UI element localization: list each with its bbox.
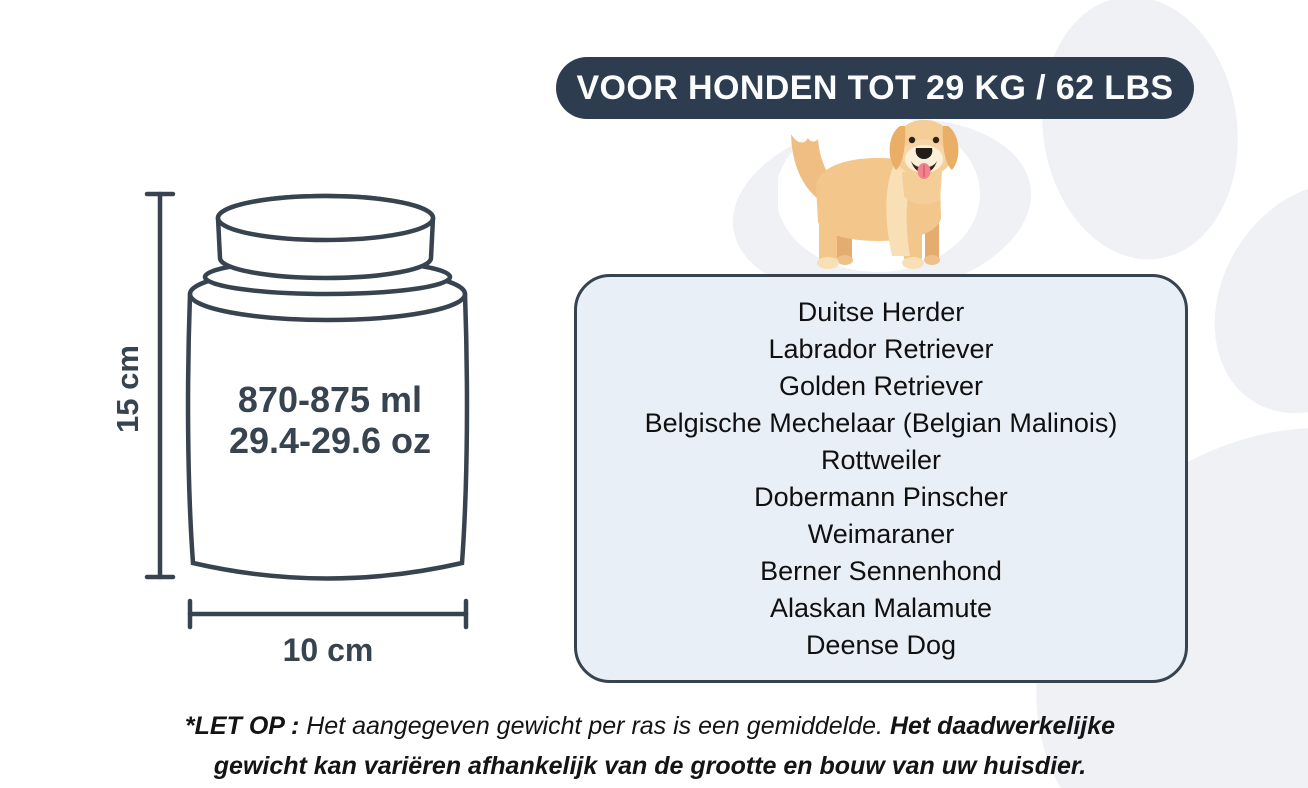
jar-volume bbox=[180, 379, 480, 461]
breed-list-item: Duitse Herder bbox=[797, 296, 965, 327]
footnote-warning-prefix: *LET OP : bbox=[184, 712, 307, 740]
jar-volume-ml: 870-875 ml bbox=[237, 379, 423, 420]
breed-list-item: Weimaraner bbox=[807, 518, 955, 549]
footnote-line-1 bbox=[150, 706, 1150, 746]
height-measure-line bbox=[147, 194, 173, 577]
breed-list-item: Golden Retriever bbox=[778, 370, 984, 401]
width-label: 10 cm bbox=[282, 632, 374, 668]
width-measure-line bbox=[190, 601, 466, 627]
footnote bbox=[150, 706, 1150, 786]
footnote-normal-text: Het aangegeven gewicht per ras is een gemiddelde. bbox=[306, 712, 890, 740]
breed-list-item: Dobermann Pinscher bbox=[754, 481, 1008, 512]
breed-list-item: Labrador Retriever bbox=[768, 333, 994, 364]
breed-list-item: Belgische Mechelaar (Belgian Malinois) bbox=[644, 407, 1118, 438]
footnote-line-2 bbox=[150, 746, 1150, 786]
breed-list-item: Berner Sennenhond bbox=[760, 555, 1002, 586]
size-banner bbox=[556, 57, 1194, 119]
breed-list-item: Rottweiler bbox=[820, 444, 942, 475]
breed-list-box bbox=[574, 274, 1188, 683]
jar-lid bbox=[218, 196, 433, 278]
breed-list-item: Alaskan Malamute bbox=[769, 592, 993, 623]
golden-retriever-icon bbox=[778, 114, 988, 272]
size-banner-label: VOOR HONDEN TOT 29 KG / 62 LBS bbox=[576, 68, 1174, 107]
breed-list-item: Deense Dog bbox=[805, 629, 957, 660]
jar-volume-oz: 29.4-29.6 oz bbox=[228, 420, 432, 461]
footnote-bold-text: Het daadwerkelijke bbox=[889, 712, 1116, 740]
footnote-bold-text-2: gewicht kan variëren afhankelijk van de grootte en bouw van uw huisdier. bbox=[213, 752, 1087, 780]
height-label: 15 cm bbox=[110, 345, 145, 433]
